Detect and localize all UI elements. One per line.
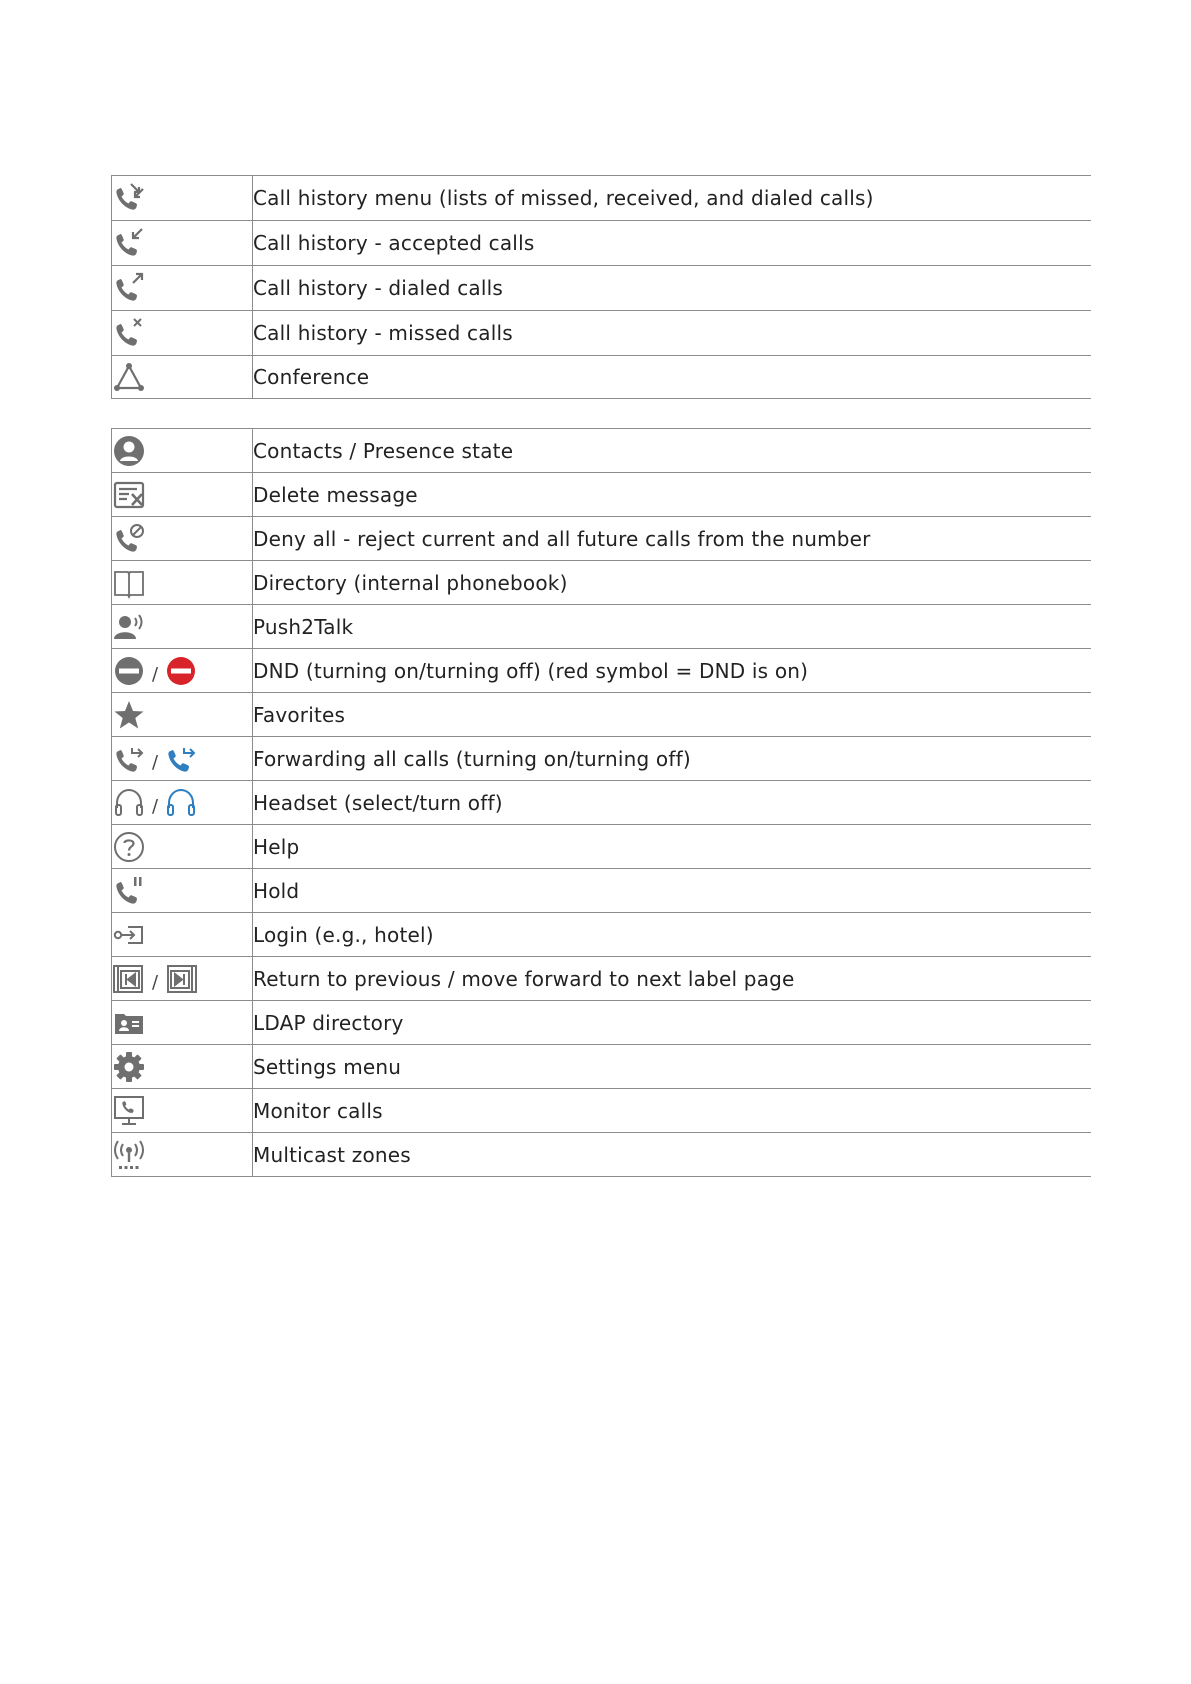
row-label: Hold <box>253 869 1092 913</box>
call-history-icon <box>112 181 146 215</box>
contacts-icon <box>112 434 146 468</box>
table-row <box>112 781 1092 825</box>
previous-page-icon <box>112 962 146 996</box>
table-row <box>112 1133 1092 1177</box>
dnd-off-icon <box>112 654 146 688</box>
row-label: LDAP directory <box>253 1001 1092 1045</box>
table-row <box>112 311 1092 356</box>
table-row <box>112 561 1092 605</box>
call-dialed-icon <box>112 271 146 305</box>
table-row <box>112 176 1092 221</box>
login-icon <box>112 918 146 952</box>
star-icon <box>112 698 146 732</box>
table-row <box>112 517 1092 561</box>
row-label: Favorites <box>253 693 1092 737</box>
separator: / <box>152 664 159 685</box>
table-row <box>112 1045 1092 1089</box>
row-label: DND (turning on/turning off) (red symbol = DND is on) <box>253 649 1092 693</box>
row-label: Help <box>253 825 1092 869</box>
dnd-on-icon <box>164 654 198 688</box>
row-label: Delete message <box>253 473 1092 517</box>
row-label: Conference <box>253 356 1092 399</box>
table-row <box>112 737 1092 781</box>
call-accepted-icon <box>112 226 146 260</box>
table-row <box>112 356 1092 399</box>
row-label: Call history - missed calls <box>253 311 1092 356</box>
row-label: Login (e.g., hotel) <box>253 913 1092 957</box>
icon-table-call-history <box>111 175 1091 399</box>
hold-icon <box>112 874 146 908</box>
table-row <box>112 869 1092 913</box>
table-row <box>112 1001 1092 1045</box>
table-row <box>112 473 1092 517</box>
table-row <box>112 957 1092 1001</box>
separator: / <box>152 972 159 993</box>
row-label: Deny all - reject current and all future calls from the number <box>253 517 1092 561</box>
table-row <box>112 266 1092 311</box>
table-row <box>112 913 1092 957</box>
headset-on-icon <box>164 786 198 820</box>
row-label: Settings menu <box>253 1045 1092 1089</box>
table-row <box>112 649 1092 693</box>
row-label: Push2Talk <box>253 605 1092 649</box>
row-label: Multicast zones <box>253 1133 1092 1177</box>
call-forward-off-icon <box>112 742 146 776</box>
conference-icon <box>112 360 146 394</box>
table-row <box>112 429 1092 473</box>
table-row <box>112 221 1092 266</box>
next-page-icon <box>164 962 198 996</box>
separator: / <box>152 752 159 773</box>
table-row <box>112 1089 1092 1133</box>
row-label: Headset (select/turn off) <box>253 781 1092 825</box>
call-missed-icon <box>112 316 146 350</box>
gear-icon <box>112 1050 146 1084</box>
separator: / <box>152 796 159 817</box>
call-forward-on-icon <box>164 742 198 776</box>
icon-table-functions <box>111 428 1091 1177</box>
row-label: Directory (internal phonebook) <box>253 561 1092 605</box>
monitor-calls-icon <box>112 1094 146 1128</box>
row-label: Monitor calls <box>253 1089 1092 1133</box>
help-icon <box>112 830 146 864</box>
multicast-icon <box>112 1138 146 1172</box>
push2talk-icon <box>112 610 146 644</box>
table-row <box>112 825 1092 869</box>
row-label: Return to previous / move forward to next label page <box>253 957 1092 1001</box>
deny-all-icon <box>112 522 146 556</box>
row-label: Call history - accepted calls <box>253 221 1092 266</box>
row-label: Call history menu (lists of missed, received, and dialed calls) <box>253 176 1092 221</box>
row-label: Forwarding all calls (turning on/turning off) <box>253 737 1092 781</box>
directory-book-icon <box>112 566 146 600</box>
row-label: Contacts / Presence state <box>253 429 1092 473</box>
delete-message-icon <box>112 478 146 512</box>
ldap-directory-icon <box>112 1006 146 1040</box>
table-row <box>112 693 1092 737</box>
row-label: Call history - dialed calls <box>253 266 1092 311</box>
table-row <box>112 605 1092 649</box>
headset-off-icon <box>112 786 146 820</box>
